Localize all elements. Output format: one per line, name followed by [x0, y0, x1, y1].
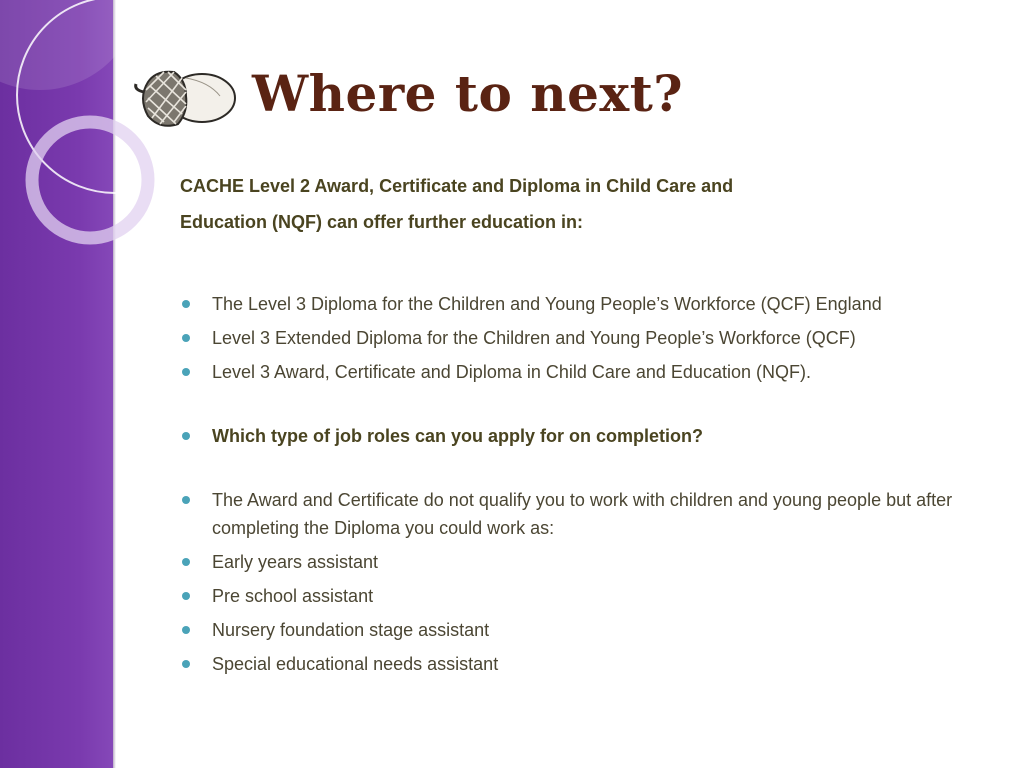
- list-item-text: Nursery foundation stage assistant: [212, 620, 490, 640]
- list-item: [180, 616, 1000, 644]
- bullet-dot: [182, 626, 190, 634]
- list-item: [180, 324, 1000, 352]
- answer-intro-text: The Award and Certificate do not qualify you to work with children and young people but after completing the Diploma you could work as:: [212, 490, 953, 538]
- bullet-dot: [182, 300, 190, 308]
- bullet-dot: [182, 660, 190, 668]
- question-item: [180, 422, 1000, 450]
- bullet-dot: [182, 558, 190, 566]
- slide-content: [180, 168, 1000, 684]
- question-text: Which type of job roles can you apply for on completion?: [212, 426, 704, 446]
- list-item-text: Early years assistant: [212, 552, 379, 572]
- decorative-rings: [0, 0, 140, 260]
- bullet-dot: [182, 496, 190, 504]
- question-list: [180, 422, 1000, 450]
- job-roles-list: [180, 486, 1000, 678]
- list-item-text: Pre school assistant: [212, 586, 374, 606]
- list-item: [180, 582, 1000, 610]
- bullet-dot: [182, 432, 190, 440]
- list-item-text: Level 3 Extended Diploma for the Children and Young People’s Workforce (QCF): [212, 328, 856, 348]
- acorn-icon: [134, 62, 238, 132]
- bullet-dot: [182, 368, 190, 376]
- further-education-list: [180, 290, 1000, 386]
- intro-line-2: Education (NQF) can offer further education in:: [180, 212, 584, 232]
- page-title: Where to next?: [252, 64, 684, 123]
- list-item: [180, 358, 1000, 386]
- intro-line-1: CACHE Level 2 Award, Certificate and Diploma in Child Care and: [180, 176, 734, 196]
- list-item-text: Level 3 Award, Certificate and Diploma in Child Care and Education (NQF).: [212, 362, 811, 382]
- list-item: [180, 290, 1000, 318]
- list-item-text: The Level 3 Diploma for the Children and Young People’s Workforce (QCF) England: [212, 294, 882, 314]
- list-item: [180, 548, 1000, 576]
- list-item: [180, 650, 1000, 678]
- bullet-dot: [182, 334, 190, 342]
- bullet-dot: [182, 592, 190, 600]
- list-item-text: Special educational needs assistant: [212, 654, 499, 674]
- answer-intro-item: [180, 486, 1000, 542]
